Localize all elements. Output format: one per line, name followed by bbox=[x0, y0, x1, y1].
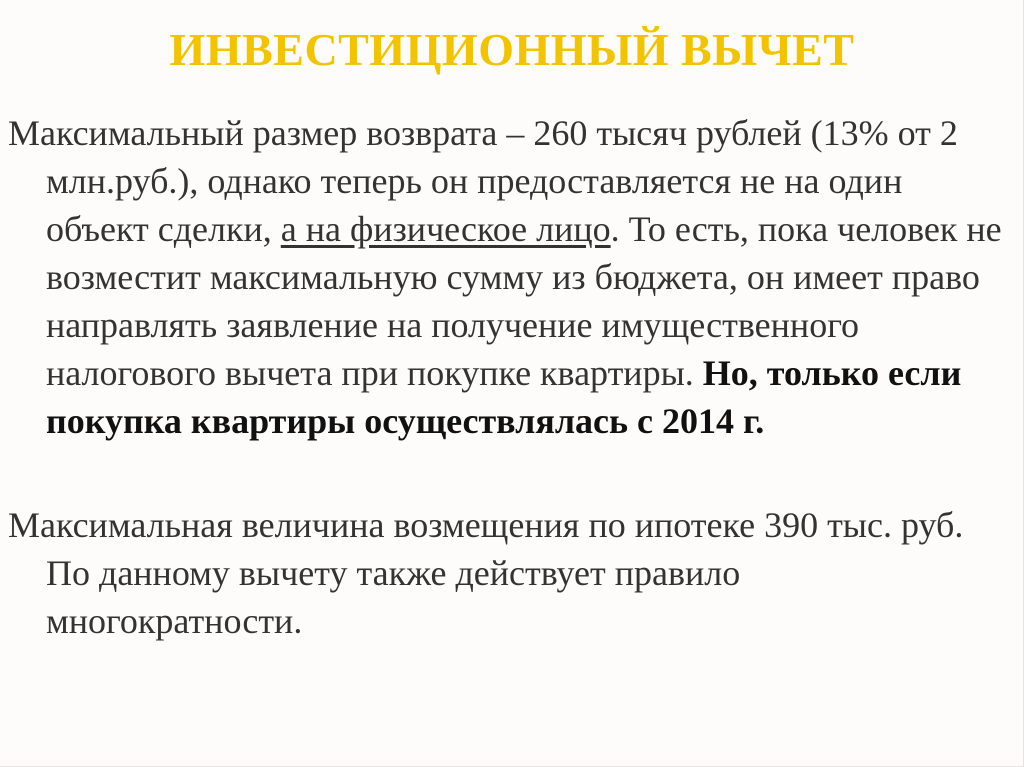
paragraph-1-text-b: . То есть, пока человек не возместит максимальную сумму из бюджета, он имеет право направлять заявление на получение имущественного налогового вычета при покупке квартиры. bbox=[46, 209, 1002, 393]
paragraph-mortgage bbox=[8, 501, 1003, 645]
bold-condition: Но, только если покупка квартиры осуществлялась с 2014 г. bbox=[46, 353, 962, 441]
paragraph-2-text: Максимальная величина возмещения по ипотеке 390 тыс. руб. По данному вычету также действует правило многократности. bbox=[8, 505, 964, 641]
paragraph-max-refund bbox=[8, 109, 1003, 445]
underlined-phrase: а на физическое лицо bbox=[280, 209, 611, 249]
slide-title: ИНВЕСТИЦИОННЫЙ ВЫЧЕТ bbox=[169, 24, 855, 75]
paragraph-1-text-a: Максимальный размер возврата – 260 тысяч рублей (13% от 2 млн.руб.), однако теперь он предоставляется не на один объект сделки, bbox=[8, 113, 958, 249]
